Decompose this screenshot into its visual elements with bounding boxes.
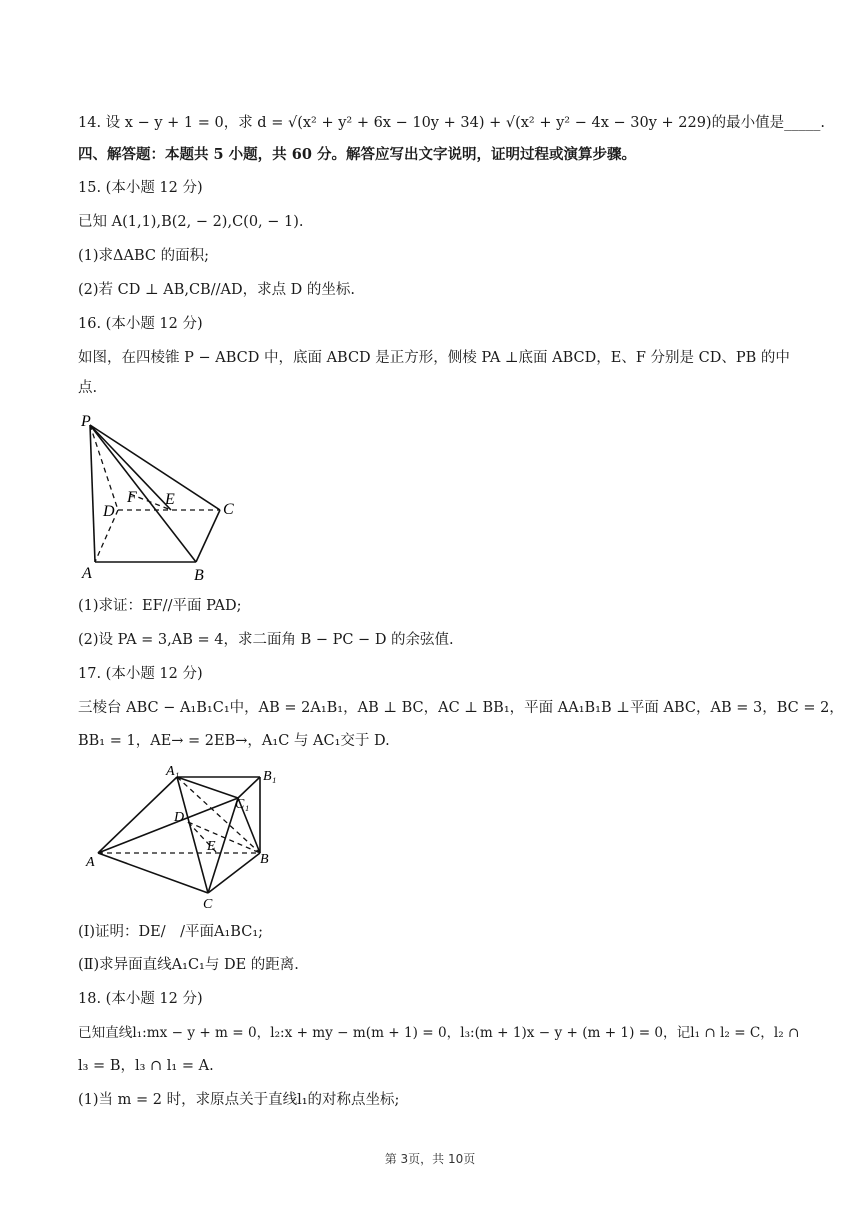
question-17-part1: (Ⅰ)证明：DE/ /平面A₁BC₁;: [78, 924, 264, 940]
label-C1: C₁: [235, 797, 250, 812]
label-A1: A₁: [166, 764, 180, 779]
label-E: E: [165, 491, 175, 508]
question-18-stem-line2: l₃ = B，l₃ ∩ l₁ = A.: [78, 1058, 214, 1074]
page-footer: 第 3页，共 10页: [384, 1152, 476, 1166]
question-16-header: 16. (本小题 12 分): [78, 316, 203, 332]
label-A: A: [82, 565, 92, 582]
label-B: B: [194, 567, 204, 584]
question-17-stem-line1: 三棱台 ABC − A₁B₁C₁中，AB = 2A₁B₁，AB ⊥ BC，AC ⊥ BB₁，平面 AA₁B₁B ⊥平面 ABC，AB = 3，BC = 2，: [78, 700, 844, 716]
label-C: C: [223, 501, 234, 518]
question-16-stem-line1: 如图，在四棱锥 P − ABCD 中，底面 ABCD 是正方形，侧棱 PA ⊥底面 ABCD，E、F 分别是 CD、PB 的中: [78, 350, 790, 366]
label-D: D: [174, 810, 185, 825]
label-C: C: [203, 897, 213, 910]
question-14: 14. 设 x − y + 1 = 0，求 d = √(x² + y² + 6x − 10y + 34) + √(x² + y² − 4x − 30y + 229)的最小值是_____.: [78, 115, 825, 131]
question-18-part1: (1)当 m = 2 时，求原点关于直线l₁的对称点坐标;: [78, 1092, 400, 1108]
label-A: A: [86, 855, 95, 870]
pyramid-figure: [78, 410, 248, 585]
question-15-stem: 已知 A(1,1),B(2, − 2),C(0, − 1).: [78, 214, 304, 230]
question-16-part2: (2)设 PA = 3,AB = 4，求二面角 B − PC − D 的余弦值.: [78, 632, 454, 648]
question-15-part2: (2)若 CD ⊥ AB,CB//AD，求点 D 的坐标.: [78, 282, 356, 298]
label-D: D: [103, 503, 115, 520]
question-17-stem-line2: BB₁ = 1，AE→ = 2EB→，A₁C 与 AC₁交于 D.: [78, 733, 390, 749]
question-17-header: 17. (本小题 12 分): [78, 666, 203, 682]
question-16-stem-line2: 点.: [78, 380, 98, 396]
question-16-part1: (1)求证：EF//平面 PAD;: [78, 598, 242, 614]
label-B: B: [260, 852, 269, 867]
question-15-header: 15. (本小题 12 分): [78, 180, 203, 196]
frustum-figure: [80, 760, 290, 910]
label-F: F: [127, 489, 137, 506]
label-B1: B₁: [263, 769, 277, 784]
question-17-part2: (Ⅱ)求异面直线A₁C₁与 DE 的距离.: [78, 957, 299, 973]
label-P: P: [81, 413, 91, 430]
section-heading: 四、解答题：本题共 5 小题，共 60 分。解答应写出文字说明，证明过程或演算步骤。: [78, 146, 636, 163]
question-18-stem-line1: 已知直线l₁:mx − y + m = 0，l₂:x + my − m(m + 1) = 0，l₃:(m + 1)x − y + (m + 1) = 0，记l₁ ∩ l₂ = C，l₂ ∩: [78, 1025, 800, 1041]
question-18-header: 18. (本小题 12 分): [78, 991, 203, 1007]
question-15-part1: (1)求ΔABC 的面积;: [78, 248, 209, 264]
label-E: E: [207, 839, 216, 854]
